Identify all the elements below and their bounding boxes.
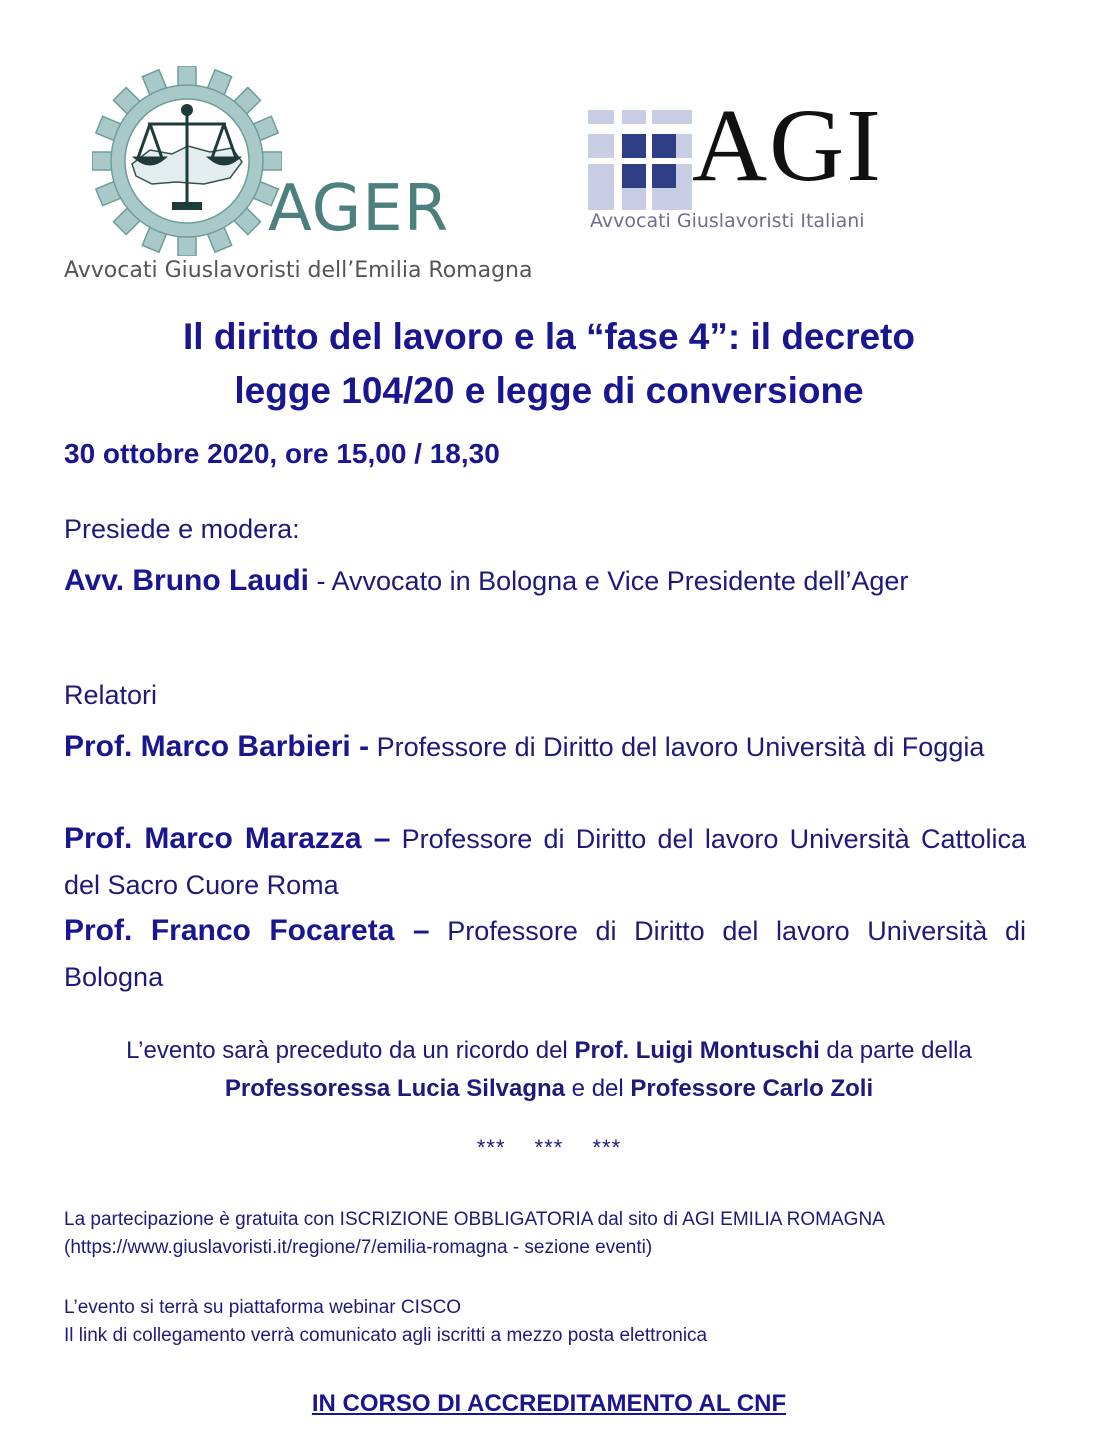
agi-logo <box>588 88 988 250</box>
ager-logo <box>60 60 580 300</box>
speaker-name: Prof. Marco Marazza – <box>64 822 391 855</box>
speaker-2 <box>64 816 1026 908</box>
speaker-role: Professore di Diritto del lavoro Università Cattolica del Sacro Cuore Roma <box>64 824 1026 900</box>
platform-line-1: L’evento si terrà su piattaforma webinar CISCO <box>64 1297 462 1318</box>
speaker-1 <box>64 724 1026 770</box>
agi-tagline: Avvocati Giuslavoristi Italiani <box>590 210 865 232</box>
memorial-honoree: Prof. Luigi Montuschi <box>574 1037 820 1064</box>
title-line-2: legge 104/20 e legge di conversione <box>234 370 864 411</box>
memorial-text: da parte della <box>819 1037 972 1064</box>
speaker-name: Prof. Marco Barbieri - <box>64 730 370 763</box>
speaker-role: Professore di Diritto del lavoro Università di Foggia <box>369 732 985 762</box>
speaker-role: Professore di Diritto del lavoro Università di Bologna <box>64 916 1026 992</box>
memorial-text: e del <box>565 1075 631 1102</box>
event-title <box>60 310 1038 418</box>
ager-tagline: Avvocati Giuslavoristi dell’Emilia Romagna <box>64 258 533 283</box>
memorial-speaker: Professoressa Lucia Silvagna <box>224 1075 566 1102</box>
speaker-3 <box>64 908 1026 1000</box>
speaker-name: Prof. Franco Focareta – <box>64 914 430 947</box>
event-date: 30 ottobre 2020, ore 15,00 / 18,30 <box>64 438 500 469</box>
memorial-speaker: Professore Carlo Zoli <box>630 1075 874 1102</box>
title-line-1: Il diritto del lavoro e la “fase 4”: il decreto <box>183 316 915 357</box>
memorial-note <box>60 1032 1038 1108</box>
memorial-text: L’evento sarà preceduto da un ricordo del <box>126 1037 575 1064</box>
speakers-label: Relatori <box>64 680 158 710</box>
scales-gear-emblem-icon <box>92 66 282 256</box>
ager-wordmark: AGER <box>268 172 450 246</box>
moderator-role: - Avvocato in Bologna e Vice Presidente dell’Ager <box>309 566 909 596</box>
agi-squares-icon <box>588 110 698 210</box>
separator: *** *** *** <box>476 1135 622 1160</box>
registration-line-2: (https://www.giuslavoristi.it/regione/7/emilia-romagna - sezione eventi) <box>64 1237 653 1258</box>
moderator <box>64 558 1026 604</box>
registration-line-1: La partecipazione è gratuita con ISCRIZIONE OBBLIGATORIA dal sito di AGI EMILIA ROMAGNA <box>64 1209 885 1230</box>
moderator-label: Presiede e modera: <box>64 514 300 544</box>
accreditation-notice: IN CORSO DI ACCREDITAMENTO AL CNF <box>311 1390 787 1417</box>
platform-line-2: Il link di collegamento verrà comunicato agli iscritti a mezzo posta elettronica <box>64 1325 708 1346</box>
agi-wordmark: AGI <box>692 88 883 203</box>
moderator-name: Avv. Bruno Laudi <box>64 564 310 597</box>
